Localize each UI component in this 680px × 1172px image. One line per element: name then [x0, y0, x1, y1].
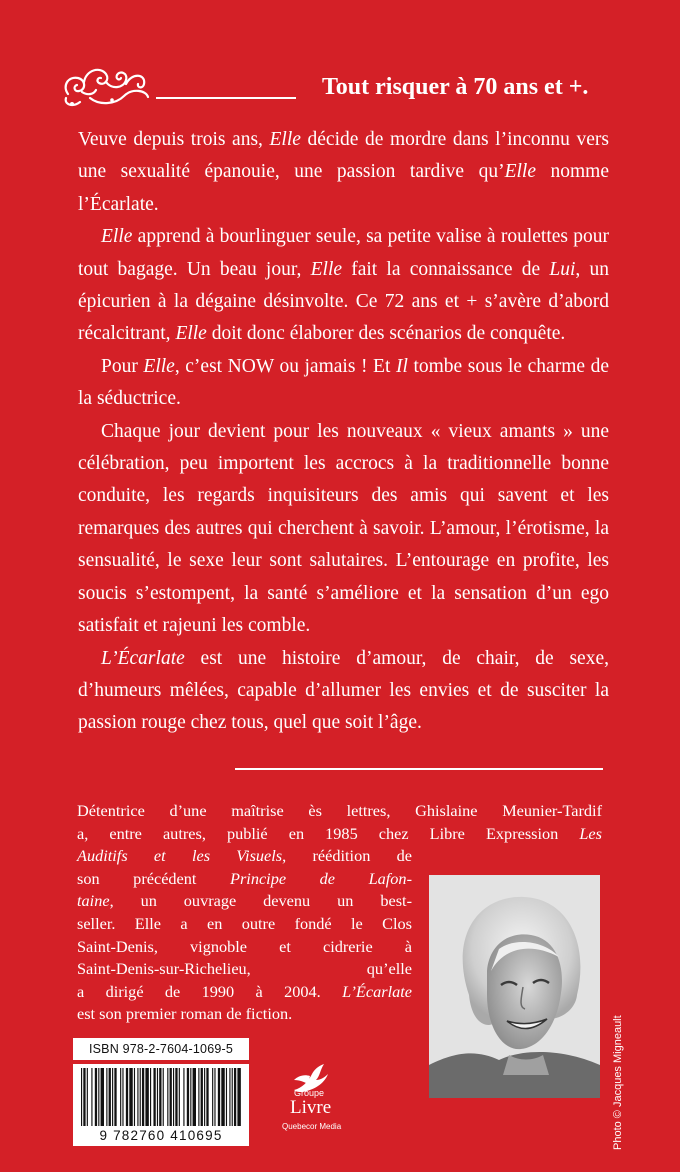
text-run: , un ouvrage devenu un best- — [109, 891, 412, 911]
text-run: fait la connaissance de — [342, 258, 550, 280]
text-run: Détentrice d’une maîtrise ès lettres, Ghislaine Meunier-Tardif — [77, 801, 602, 820]
text-run: Saint-Denis, vignoble et cidrerie à — [77, 936, 412, 956]
barcode-bar — [218, 1068, 220, 1126]
bio-line — [77, 958, 412, 981]
barcode-bar — [101, 1068, 104, 1126]
barcode-digits: 9 782760 410695 — [73, 1126, 249, 1146]
italic-run: Elle — [143, 355, 175, 377]
header — [60, 60, 620, 120]
header-divider — [156, 97, 296, 99]
italic-run: Auditifs et les Visuels — [77, 846, 283, 866]
bio-line — [77, 800, 602, 823]
synopsis-paragraph — [78, 416, 609, 643]
barcode-bar — [221, 1068, 224, 1126]
barcode-bar — [163, 1068, 164, 1126]
barcode-bar — [114, 1068, 116, 1126]
publisher-logo — [282, 1062, 344, 1144]
barcode-bar — [187, 1068, 189, 1126]
text-run: est son premier roman de fiction. — [77, 1004, 293, 1024]
barcode-bars — [73, 1064, 249, 1126]
barcode-bar — [98, 1068, 99, 1126]
barcode-bar — [237, 1068, 240, 1126]
bio-line — [77, 845, 412, 868]
text-run: Veuve depuis trois ans, — [78, 129, 270, 150]
barcode-bar — [145, 1068, 148, 1126]
synopsis-end-divider — [235, 768, 603, 770]
barcode-bar — [95, 1068, 97, 1126]
barcode-bar — [129, 1068, 132, 1126]
bio-line — [77, 913, 412, 936]
barcode-bar — [173, 1068, 174, 1126]
italic-run: Les — [579, 823, 602, 843]
italic-run: Principe de Lafon- — [230, 868, 412, 888]
text-run: son précédent — [77, 868, 231, 888]
italic-run: L’Écarlate — [342, 981, 412, 1001]
text-run: est une histoire d’amour, de chair, de sexe, d’humeurs mêlées, capable d’allumer les envies et de susciter la passion rouge chez tous, quel que soit l’âge. — [78, 647, 609, 734]
bio-line — [77, 1003, 412, 1026]
italic-run: Elle — [101, 226, 133, 248]
synopsis-paragraph — [78, 124, 609, 221]
text-run: , c’est NOW ou jamais ! Et — [174, 355, 396, 377]
text-run: nomme l’Écarlate. — [78, 161, 609, 215]
text-run: a dirigé de 1990 à 2004. — [77, 981, 343, 1001]
text-run: Pour — [101, 355, 144, 377]
barcode-bar — [226, 1068, 227, 1126]
barcode-bar — [112, 1068, 113, 1126]
synopsis-paragraph — [78, 221, 609, 351]
barcode-bar — [150, 1068, 151, 1126]
barcode-bar — [167, 1068, 168, 1126]
bio-line — [77, 868, 412, 891]
barcode-bar — [153, 1068, 155, 1126]
publisher-groupe: Groupe — [294, 1088, 325, 1098]
text-run: décide de mordre dans l’inconnu vers une sexualité épanouie, une passion tardive qu’ — [78, 129, 609, 183]
italic-run: Elle — [504, 161, 536, 183]
barcode-bar — [170, 1068, 172, 1126]
italic-run: taine — [77, 891, 110, 911]
barcode-bar — [201, 1068, 203, 1126]
barcode-bar — [83, 1068, 85, 1126]
text-run: Saint-Denis-sur-Richelieu, qu’elle — [77, 959, 412, 979]
italic-run: L’Écarlate — [101, 647, 185, 669]
text-run: a, entre autres, publié en 1985 chez Libre Expression — [77, 823, 580, 843]
italic-run: Il — [395, 355, 408, 377]
italic-run: Elle — [269, 129, 301, 150]
bio-line — [77, 890, 412, 913]
photo-credit: Photo © Jacques Migneault — [612, 1015, 624, 1150]
italic-run: Lui — [549, 258, 576, 280]
barcode-bar — [134, 1068, 135, 1126]
text-run: , réédition de — [282, 846, 412, 866]
barcode-bar — [193, 1068, 196, 1126]
synopsis-paragraph — [78, 643, 609, 740]
barcode-bar — [137, 1068, 138, 1126]
barcode-bar — [122, 1068, 123, 1126]
text-run: Chaque jour devient pour les nouveaux « vieux amants » une célébration, peu importent les accrocs à la traditionnelle bonne conduite, les regards inquisiteurs des amis qui savent et les remarques des autres qui cherchent à savoir. L’amour, l’érotisme, la sensualité, le sexe leur sont salutaires. L’entourage en profite, les soucis s’estompent, la santé s’améliore et la sensation d’un ego satisfait et rajeuni les comble. — [78, 420, 609, 637]
text-run: seller. Elle a en outre fondé le Clos — [77, 913, 412, 933]
author-portrait-image — [429, 875, 600, 1098]
tagline: Tout risquer à 70 ans et +. — [322, 74, 589, 100]
barcode-bar — [120, 1068, 121, 1126]
bio-line — [77, 936, 412, 959]
barcode-bar — [159, 1068, 161, 1126]
italic-run: Elle — [310, 258, 343, 280]
italic-run: Elle — [175, 323, 207, 345]
barcode-bar — [212, 1068, 213, 1126]
barcode-bar — [140, 1068, 141, 1126]
barcode-bar — [87, 1068, 88, 1126]
barcode-bar — [214, 1068, 215, 1126]
barcode-bar — [175, 1068, 177, 1126]
swirl-ornament-icon — [60, 60, 150, 110]
barcode-bar — [126, 1068, 128, 1126]
barcode-bar — [81, 1068, 82, 1126]
barcode-bar — [204, 1068, 205, 1126]
text-run: apprend à bourlinguer seule, sa petite valise à roulettes pour tout bagage. Un beau jour, — [78, 226, 609, 280]
barcode-bar — [234, 1068, 236, 1126]
barcode-bar — [109, 1068, 111, 1126]
author-photo — [429, 875, 600, 1098]
barcode-bar — [206, 1068, 208, 1126]
barcode-bar — [157, 1068, 158, 1126]
synopsis-paragraph — [78, 351, 609, 416]
barcode-bar — [179, 1068, 180, 1126]
barcode-bar — [229, 1068, 230, 1126]
barcode-bar — [142, 1068, 144, 1126]
bio-line — [77, 981, 412, 1004]
barcode — [73, 1064, 249, 1146]
text-run: tombe sous le charme de la séductrice. — [78, 355, 609, 410]
barcode-bar — [190, 1068, 191, 1126]
barcode-bar — [183, 1068, 184, 1126]
synopsis-text — [78, 124, 609, 740]
bio-line — [77, 823, 602, 846]
publisher-sub: Quebecor Media — [282, 1122, 342, 1131]
text-run: doit donc élaborer des scénarios de conquête. — [206, 323, 566, 345]
barcode-bar — [106, 1068, 107, 1126]
publisher-livre: Livre — [290, 1097, 332, 1118]
text-run: , un épicurien à la dégaine désinvolte. Ce 72 ans et + s’avère d’abord récalcitrant, — [78, 258, 610, 345]
barcode-bar — [232, 1068, 233, 1126]
isbn-label: ISBN 978-2-7604-1069-5 — [73, 1038, 249, 1060]
barcode-bar — [91, 1068, 92, 1126]
barcode-bar — [198, 1068, 199, 1126]
